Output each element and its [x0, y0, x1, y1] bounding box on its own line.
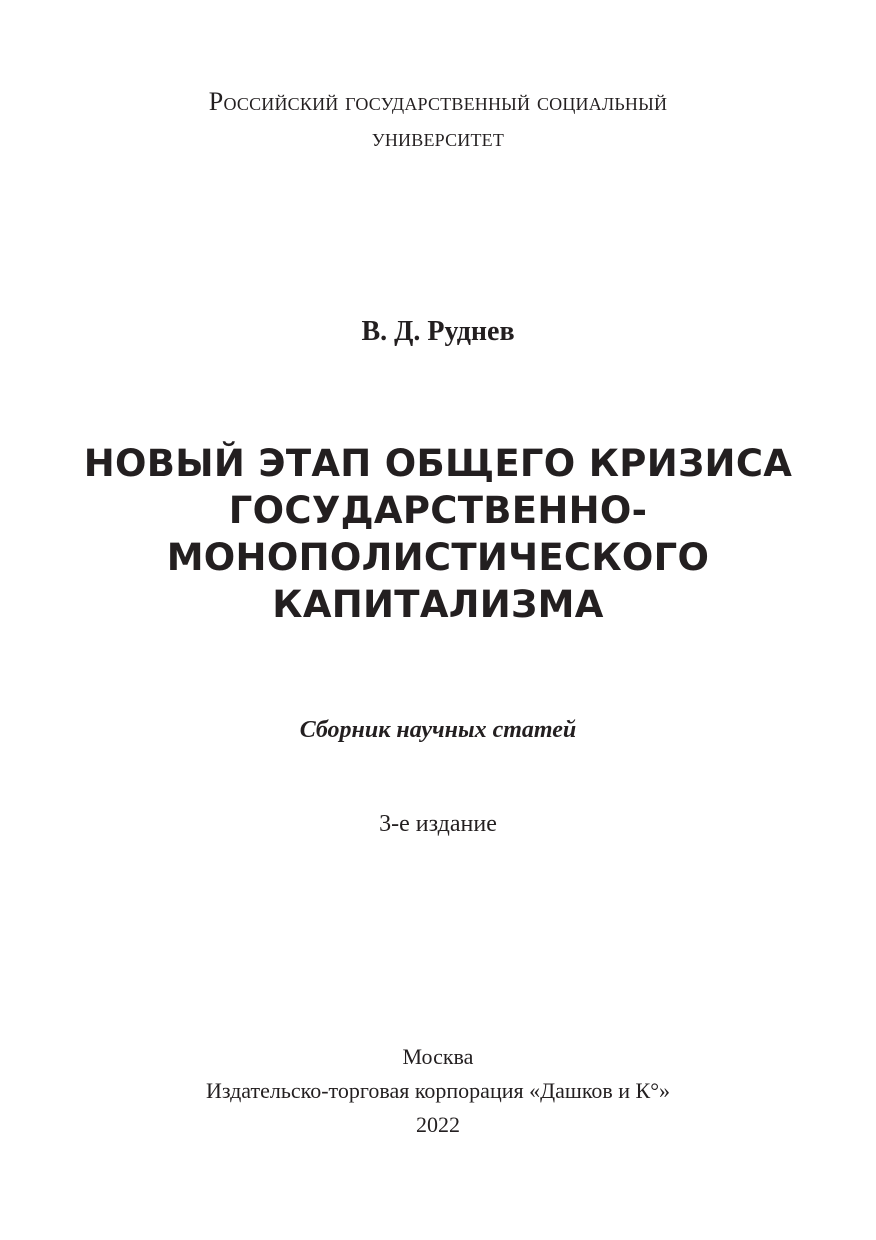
author-name: В. Д. Руднев [361, 316, 515, 347]
imprint-block [0, 1040, 876, 1142]
book-subtitle: Сборник научных статей [299, 717, 577, 743]
imprint-year: 2022 [416, 1112, 460, 1137]
book-title-line-4: КАПИТАЛИЗМА [272, 583, 604, 626]
edition-note: 3-е издание [379, 811, 497, 837]
imprint-publisher: Издательско-торговая корпорация «Дашков и К°» [205, 1078, 671, 1103]
imprint-city: Москва [402, 1044, 474, 1069]
book-title [0, 440, 876, 628]
institution-line-1: Российский государственный социальный [208, 87, 668, 116]
book-title-line-2: ГОСУДАРСТВЕННО- [228, 489, 648, 532]
institution-line-2: университет [371, 123, 505, 152]
book-title-line-3: МОНОПОЛИСТИЧЕСКОГО [166, 536, 710, 579]
book-title-line-1: НОВЫЙ ЭТАП ОБЩЕГО КРИЗИСА [83, 442, 793, 485]
institution-heading [0, 84, 876, 156]
